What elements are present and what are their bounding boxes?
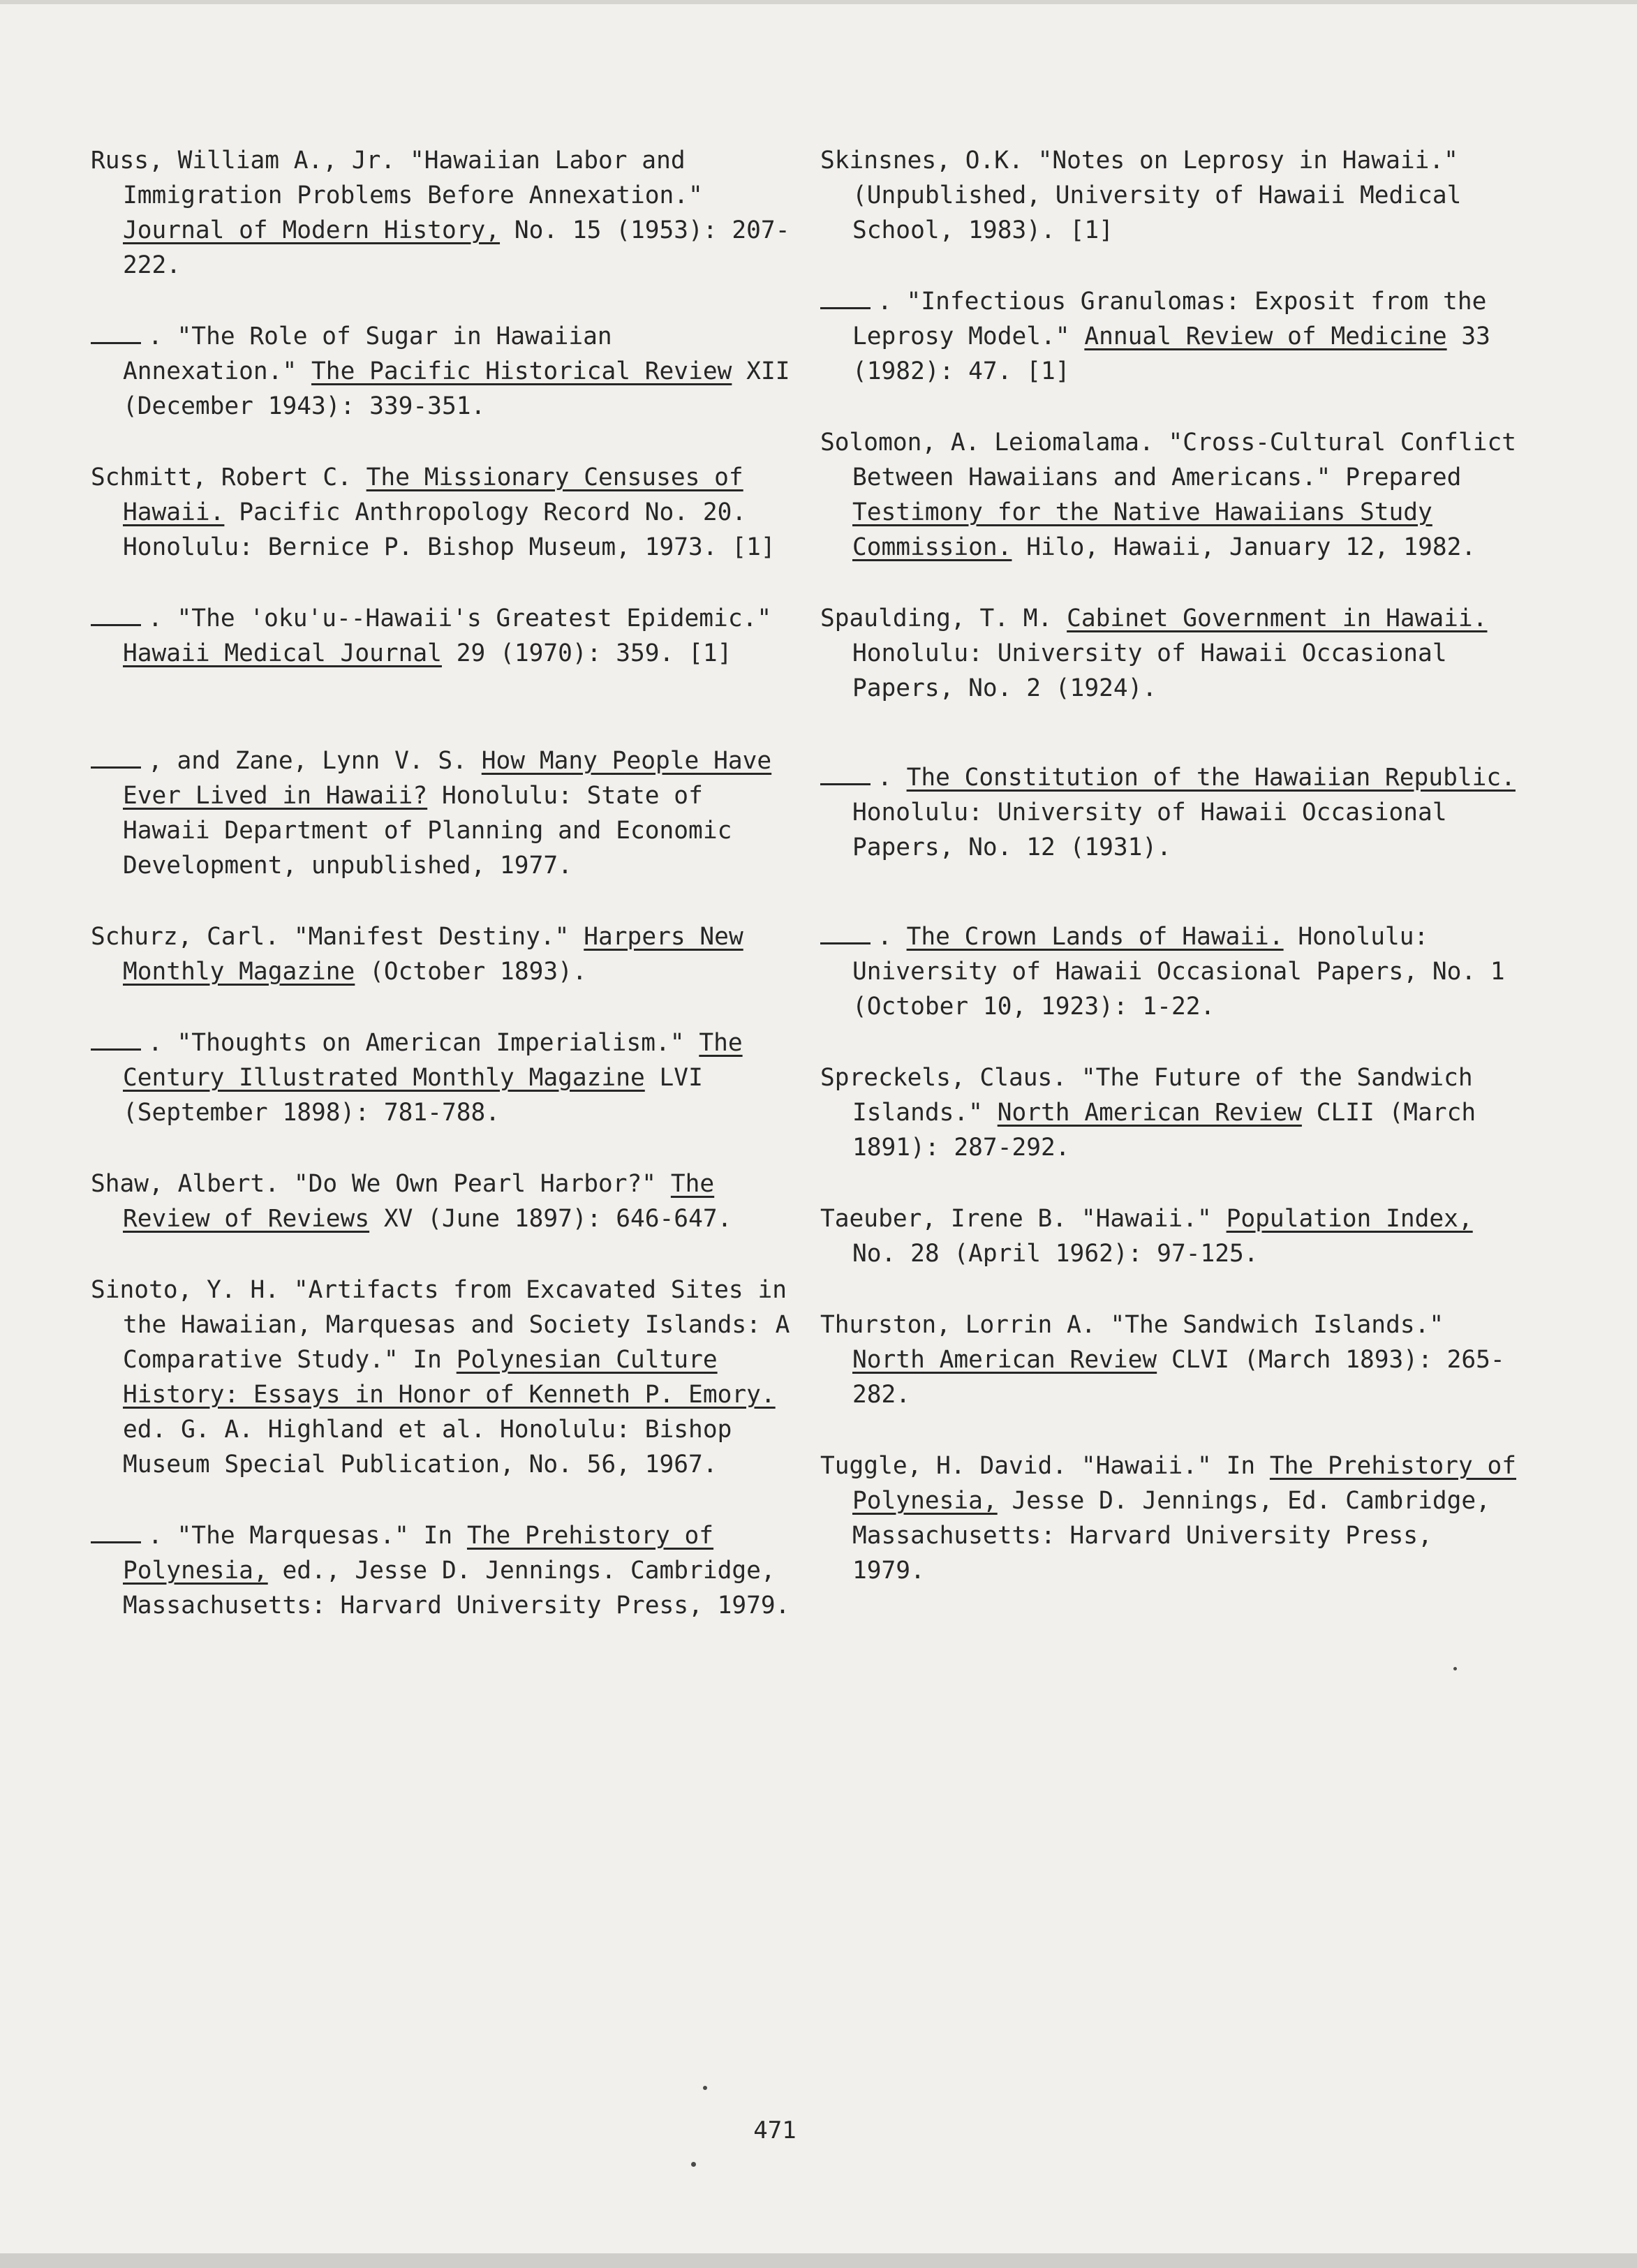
bibliography-column-right bbox=[820, 143, 1518, 1588]
entry-details: Honolulu: University of Hawaii Occasional Papers, No. 12 (1931). bbox=[852, 799, 1447, 861]
entry-title: "Hawaii." In bbox=[1081, 1452, 1256, 1480]
ditto-rule bbox=[91, 607, 141, 626]
entry-details: LVI (September 1898): 781-788. bbox=[123, 1064, 703, 1127]
entry-details: Jesse D. Jennings, Ed. Cambridge, Massachusetts: Harvard University Press, 1979. bbox=[852, 1487, 1490, 1585]
ditto-rule bbox=[820, 766, 871, 785]
entry-venue: The Constitution of the Hawaiian Republic. bbox=[906, 764, 1516, 792]
ditto-rule bbox=[91, 325, 141, 344]
bibliography-entry bbox=[91, 460, 796, 565]
scan-bottom-edge bbox=[0, 2253, 1637, 2268]
entry-author: Shaw, Albert. bbox=[91, 1170, 280, 1198]
entry-author: Thurston, Lorrin A. bbox=[820, 1311, 1096, 1339]
entry-details: 33 (1982): 47. [1] bbox=[852, 323, 1490, 385]
entry-title: . "Infectious Granulomas: Exposit from the Leprosy Model." bbox=[852, 288, 1487, 350]
entry-title: "Notes on Leprosy in Hawaii." bbox=[1037, 147, 1458, 175]
entry-author: Skinsnes, O.K. bbox=[820, 147, 1023, 175]
entry-venue: Annual Review of Medicine bbox=[1084, 323, 1447, 350]
entry-details: CLII (March 1891): 287-292. bbox=[852, 1099, 1476, 1162]
ditto-rule bbox=[91, 750, 141, 769]
entry-details: ed., Jesse D. Jennings. Cambridge, Massachusetts: Harvard University Press, 1979. bbox=[123, 1557, 790, 1620]
entry-details: Honolulu: University of Hawaii Occasional Papers, No. 2 (1924). bbox=[852, 639, 1447, 702]
entry-title: "Cross-Cultural Conflict Between Hawaiians and Americans." Prepared bbox=[852, 429, 1517, 491]
entry-title: . "The Marquesas." In bbox=[148, 1522, 453, 1550]
bibliography-entry bbox=[91, 601, 796, 671]
entry-title: . bbox=[877, 764, 892, 792]
entry-venue: Harpers New Monthly Magazine bbox=[123, 923, 743, 986]
entry-venue: Testimony for the Native Hawaiians Study Commission. bbox=[852, 498, 1432, 561]
bibliography-entry bbox=[820, 1060, 1518, 1165]
entry-venue: Journal of Modern History, bbox=[123, 216, 501, 244]
bibliography-entry bbox=[820, 1201, 1518, 1271]
entry-author: Tuggle, H. David. bbox=[820, 1452, 1067, 1480]
entry-title: "Artifacts from Excavated Sites in the Hawaiian, Marquesas and Society Islands: A Comparative Study." In bbox=[123, 1276, 790, 1374]
entry-author: Russ, William A., Jr. bbox=[91, 147, 396, 175]
bibliography-entry bbox=[820, 1448, 1518, 1588]
scan-speck bbox=[691, 2162, 696, 2167]
entry-author: Taeuber, Irene B. bbox=[820, 1205, 1067, 1233]
bibliography-entry bbox=[91, 919, 796, 989]
bibliography-entry bbox=[820, 1307, 1518, 1412]
entry-title: "The Future of the Sandwich Islands." bbox=[852, 1064, 1473, 1127]
entry-venue: Cabinet Government in Hawaii. bbox=[1067, 605, 1488, 632]
entry-title: "Hawaii." bbox=[1081, 1205, 1212, 1233]
entry-venue: Hawaii Medical Journal bbox=[123, 639, 442, 667]
scan-top-edge bbox=[0, 0, 1637, 4]
bibliography-entry bbox=[820, 284, 1518, 389]
entry-venue: How Many People Have Ever Lived in Hawaii? bbox=[123, 747, 772, 810]
scan-speck bbox=[703, 2086, 707, 2090]
page-number: 471 bbox=[753, 2117, 797, 2144]
entry-title: "Do We Own Pearl Harbor?" bbox=[293, 1170, 657, 1198]
bibliography-entry bbox=[820, 143, 1518, 248]
entry-author: Solomon, A. Leiomalama. bbox=[820, 429, 1154, 457]
bibliography-entry bbox=[820, 919, 1518, 1024]
entry-venue: Polynesian Culture History: Essays in Honor of Kenneth P. Emory. bbox=[123, 1346, 776, 1409]
entry-details: No. 28 (April 1962): 97-125. bbox=[852, 1240, 1259, 1268]
bibliography-entry bbox=[91, 1025, 796, 1130]
entry-author: Spaulding, T. M. bbox=[820, 605, 1053, 632]
entry-venue: The Review of Reviews bbox=[123, 1170, 715, 1233]
ditto-rule bbox=[820, 290, 871, 309]
entry-details: No. 15 (1953): 207-222. bbox=[123, 216, 790, 279]
entry-title: . "The 'oku'u--Hawaii's Greatest Epidemic." bbox=[148, 605, 772, 632]
bibliography-entry bbox=[820, 425, 1518, 565]
entry-details: XII (December 1943): 339-351. bbox=[123, 357, 790, 420]
entry-title: "Manifest Destiny." bbox=[293, 923, 570, 951]
entry-venue: The Pacific Historical Review bbox=[311, 357, 732, 385]
entry-venue: Population Index, bbox=[1226, 1205, 1473, 1233]
entry-venue: The Crown Lands of Hawaii. bbox=[906, 923, 1284, 951]
entry-details: (October 1893). bbox=[369, 958, 587, 986]
entry-author: Sinoto, Y. H. bbox=[91, 1276, 280, 1304]
entry-venue: The Prehistory of Polynesia, bbox=[852, 1452, 1517, 1515]
entry-details: CLVI (March 1893): 265-282. bbox=[852, 1346, 1505, 1409]
ditto-rule bbox=[91, 1032, 141, 1051]
bibliography-entry bbox=[91, 1273, 796, 1482]
entry-details: (Unpublished, University of Hawaii Medical School, 1983). [1] bbox=[852, 181, 1462, 244]
entry-venue: North American Review bbox=[997, 1099, 1302, 1127]
entry-details: Pacific Anthropology Record No. 20. Honolulu: Bernice P. Bishop Museum, 1973. [1] bbox=[123, 498, 776, 561]
bibliography-entry bbox=[91, 143, 796, 283]
entry-details: Hilo, Hawaii, January 12, 1982. bbox=[1026, 533, 1476, 561]
entry-details: ed. G. A. Highland et al. Honolulu: Bishop Museum Special Publication, No. 56, 1967. bbox=[123, 1416, 732, 1478]
entry-author: Spreckels, Claus. bbox=[820, 1064, 1067, 1092]
entry-venue: The Prehistory of Polynesia, bbox=[123, 1522, 714, 1585]
entry-title: "The Sandwich Islands." bbox=[1110, 1311, 1444, 1339]
entry-title: . "Thoughts on American Imperialism." bbox=[148, 1029, 685, 1057]
entry-venue: North American Review bbox=[852, 1346, 1157, 1374]
entry-details: 29 (1970): 359. [1] bbox=[456, 639, 732, 667]
bibliography-entry bbox=[91, 319, 796, 424]
entry-title: . "The Role of Sugar in Hawaiian Annexation." bbox=[123, 323, 612, 385]
bibliography-entry bbox=[91, 1166, 796, 1236]
scan-speck bbox=[1453, 1667, 1457, 1670]
entry-venue: The Century Illustrated Monthly Magazine bbox=[123, 1029, 743, 1092]
entry-details: XV (June 1897): 646-647. bbox=[383, 1205, 732, 1233]
ditto-rule bbox=[820, 926, 871, 944]
bibliography-column-left bbox=[91, 143, 796, 1623]
bibliography-entry bbox=[91, 743, 796, 883]
entry-details: Honolulu: University of Hawaii Occasional Papers, No. 1 (October 10, 1923): 1-22. bbox=[852, 923, 1505, 1021]
entry-venue: The Missionary Censuses of Hawaii. bbox=[123, 464, 743, 526]
entry-title: , and Zane, Lynn V. S. bbox=[148, 747, 467, 775]
entry-author: Schurz, Carl. bbox=[91, 923, 280, 951]
entry-title: "Hawaiian Labor and Immigration Problems Before Annexation." bbox=[123, 147, 703, 209]
entry-author: Schmitt, Robert C. bbox=[91, 464, 352, 491]
bibliography-entry bbox=[820, 760, 1518, 865]
ditto-rule bbox=[91, 1525, 141, 1543]
entry-title: . bbox=[877, 923, 892, 951]
bibliography-entry bbox=[91, 1518, 796, 1623]
bibliography-entry bbox=[820, 601, 1518, 706]
entry-details: Honolulu: State of Hawaii Department of Planning and Economic Development, unpublished, 1977. bbox=[123, 782, 732, 880]
